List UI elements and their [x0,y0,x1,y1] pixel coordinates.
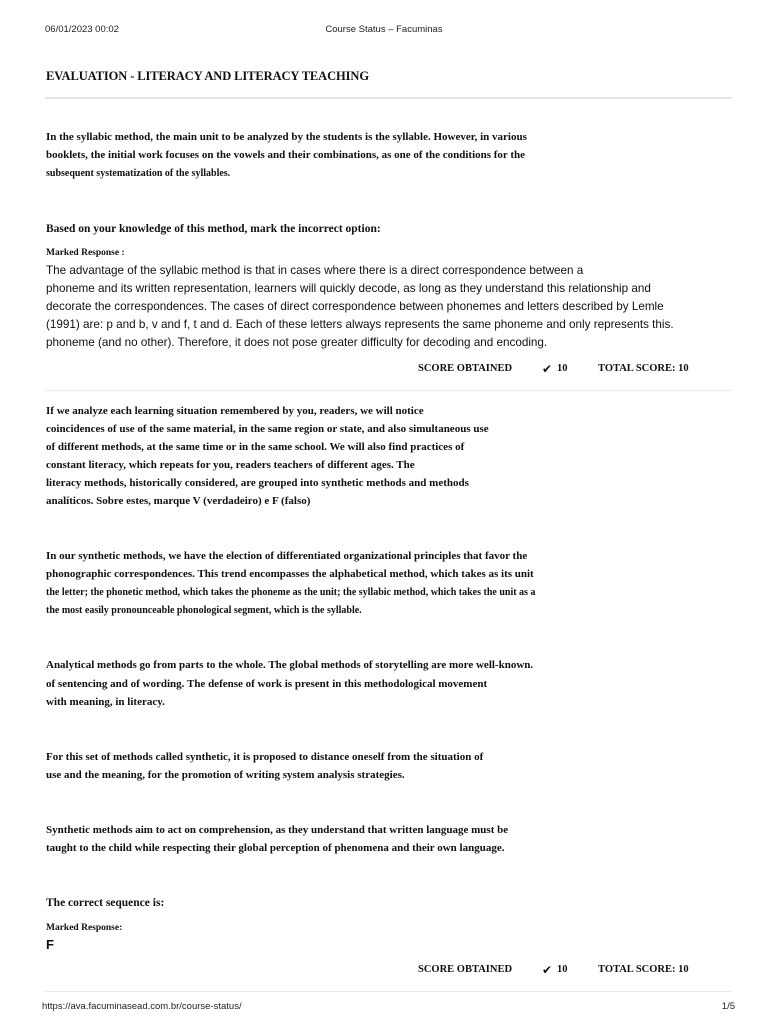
q2-intro-line: analíticos. Sobre estes, marque V (verdadeiro) e F (falso) [46,495,311,507]
q2-answer: F [46,937,54,952]
check-icon: ✔ [542,362,553,376]
check-icon: ✔ [542,963,553,977]
q2-divider [45,991,732,992]
print-page-number: 1/5 [721,1001,735,1012]
q2-intro-line: constant literacy, which repeats for you, readers teachers of different ages. The [46,459,415,471]
q2-intro-line: If we analyze each learning situation remembered by you, readers, we will notice [46,405,424,417]
q2-intro-line: coincidences of use of the same material, in the same region or state, and also simultaneous use [46,423,489,435]
page-title: EVALUATION - LITERACY AND LITERACY TEACHING [46,69,369,83]
q1-answer-line-4: (1991) are: p and b, v and f, t and d. Each of these letters always represents the same phoneme and only represents this. [46,318,674,331]
q2-statement-2-line: Analytical methods go from parts to the whole. The global methods of storytelling are more well-known. [46,659,534,671]
q2-statement-1-line: In our synthetic methods, we have the election of differentiated organizational principles that favor the [46,550,528,562]
q2-statement-3-line: use and the meaning, for the promotion of writing system analysis strategies. [46,769,405,781]
q2-statement-4-line: taught to the child while respecting their global perception of phenomena and their own language. [46,842,505,854]
q1-answer-line-1: The advantage of the syllabic method is that in cases where there is a direct correspondence between a [46,264,584,277]
q2-sequence-prompt: The correct sequence is: [46,897,165,909]
q2-total-score: TOTAL SCORE: 10 [598,964,689,975]
q1-total-score: TOTAL SCORE: 10 [598,363,689,374]
q1-answer-line-2: phoneme and its written representation, learners will quickly decode, as long as they understand this relationship and [46,282,651,295]
q1-intro-line-3: subsequent systematization of the syllables. [46,168,231,179]
q1-score-value: 10 [557,363,568,374]
title-divider [45,97,732,99]
q2-marked-response-label: Marked Response: [46,923,123,933]
q1-answer-line-5: phoneme (and no other). Therefore, it does not pose greater difficulty for decoding and encoding. [46,336,548,349]
q1-score-label: SCORE OBTAINED [418,363,513,374]
q2-statement-1-line: phonographic correspondences. This trend encompasses the alphabetical method, which takes as its unit [46,568,534,580]
q2-intro-line: of different methods, at the same time or in the same school. We will also find practices of [46,441,465,453]
q2-statement-4-line: Synthetic methods aim to act on comprehension, as they understand that written language must be [46,824,509,836]
q1-score-row [418,363,718,379]
q1-intro-line-2: booklets, the initial work focuses on the vowels and their combinations, as one of the conditions for the [46,149,526,161]
q2-score-label: SCORE OBTAINED [418,964,513,975]
print-tab-title: Course Status – Facuminas [325,24,443,35]
q1-divider [45,390,732,391]
q2-statement-1-line: the letter; the phonetic method, which takes the phoneme as the unit; the syllabic method, which takes the unit as a [46,587,536,598]
q2-statement-3-line: For this set of methods called synthetic, it is proposed to distance oneself from the situation of [46,751,484,763]
q2-score-row [418,964,718,980]
q2-statement-1-line: the most easily pronounceable phonological segment, which is the syllable. [46,605,362,616]
q1-intro-line-1: In the syllabic method, the main unit to be analyzed by the students is the syllable. However, in various [46,131,527,143]
q1-answer-line-3: decorate the correspondences. The cases of direct correspondence between phonemes and letters described by Lemle [46,300,664,313]
q2-score-value: 10 [557,964,568,975]
q2-intro-line: literacy methods, historically considered, are grouped into synthetic methods and methods [46,477,469,489]
print-date: 06/01/2023 00:02 [45,24,119,35]
q1-prompt: Based on your knowledge of this method, mark the incorrect option: [46,223,381,235]
q2-statement-2-line: of sentencing and of wording. The defense of work is present in this methodological movement [46,678,488,690]
q2-statement-2-line: with meaning, in literacy. [46,696,165,708]
q1-marked-response-label: Marked Response : [46,248,125,258]
print-header [45,24,723,38]
print-url: https://ava.facuminasead.com.br/course-status/ [42,1001,242,1012]
print-footer [42,1001,735,1015]
